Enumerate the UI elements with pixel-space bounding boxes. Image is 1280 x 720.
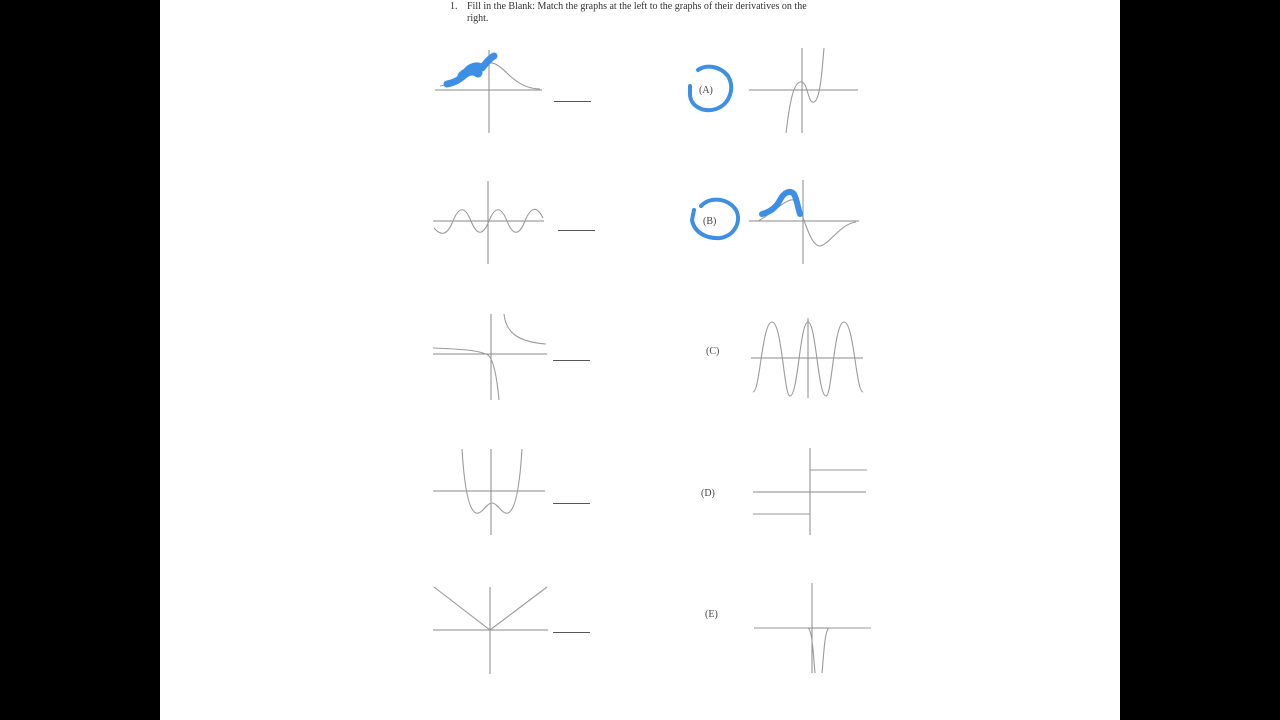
right-graph-d xyxy=(753,448,867,535)
left-graph-3 xyxy=(433,314,547,400)
worksheet-page xyxy=(160,0,1120,720)
left-graph-5 xyxy=(433,587,548,674)
option-label-c: (C) xyxy=(706,346,720,357)
question-text-line1: Fill in the Blank: Match the graphs at the left to the graphs of their derivatives on the xyxy=(467,1,807,12)
option-label-e: (E) xyxy=(705,609,718,620)
right-graph-e xyxy=(754,583,871,673)
option-label-a: (A) xyxy=(699,85,713,96)
ink-circle-b xyxy=(692,200,738,238)
left-graph-4-curve xyxy=(462,449,522,513)
left-graph-1 xyxy=(435,50,542,133)
graphs-canvas xyxy=(160,0,1120,720)
ink-scribble-1b xyxy=(462,71,478,76)
ink-circle-a xyxy=(690,67,731,111)
question-number: 1. xyxy=(450,1,458,12)
option-label-d: (D) xyxy=(701,488,715,499)
right-graph-b xyxy=(692,180,859,264)
right-graph-a xyxy=(690,48,858,133)
left-graph-3-curve-right xyxy=(504,314,546,344)
right-graph-c xyxy=(751,318,863,398)
left-graph-2 xyxy=(433,181,544,264)
right-graph-e-curve xyxy=(755,628,871,673)
question-text-line2: right. xyxy=(467,13,489,24)
ink-scribble-b xyxy=(762,192,800,214)
left-graph-3-curve-left xyxy=(433,348,499,400)
left-graph-4 xyxy=(433,449,545,535)
option-label-b: (B) xyxy=(703,216,717,227)
